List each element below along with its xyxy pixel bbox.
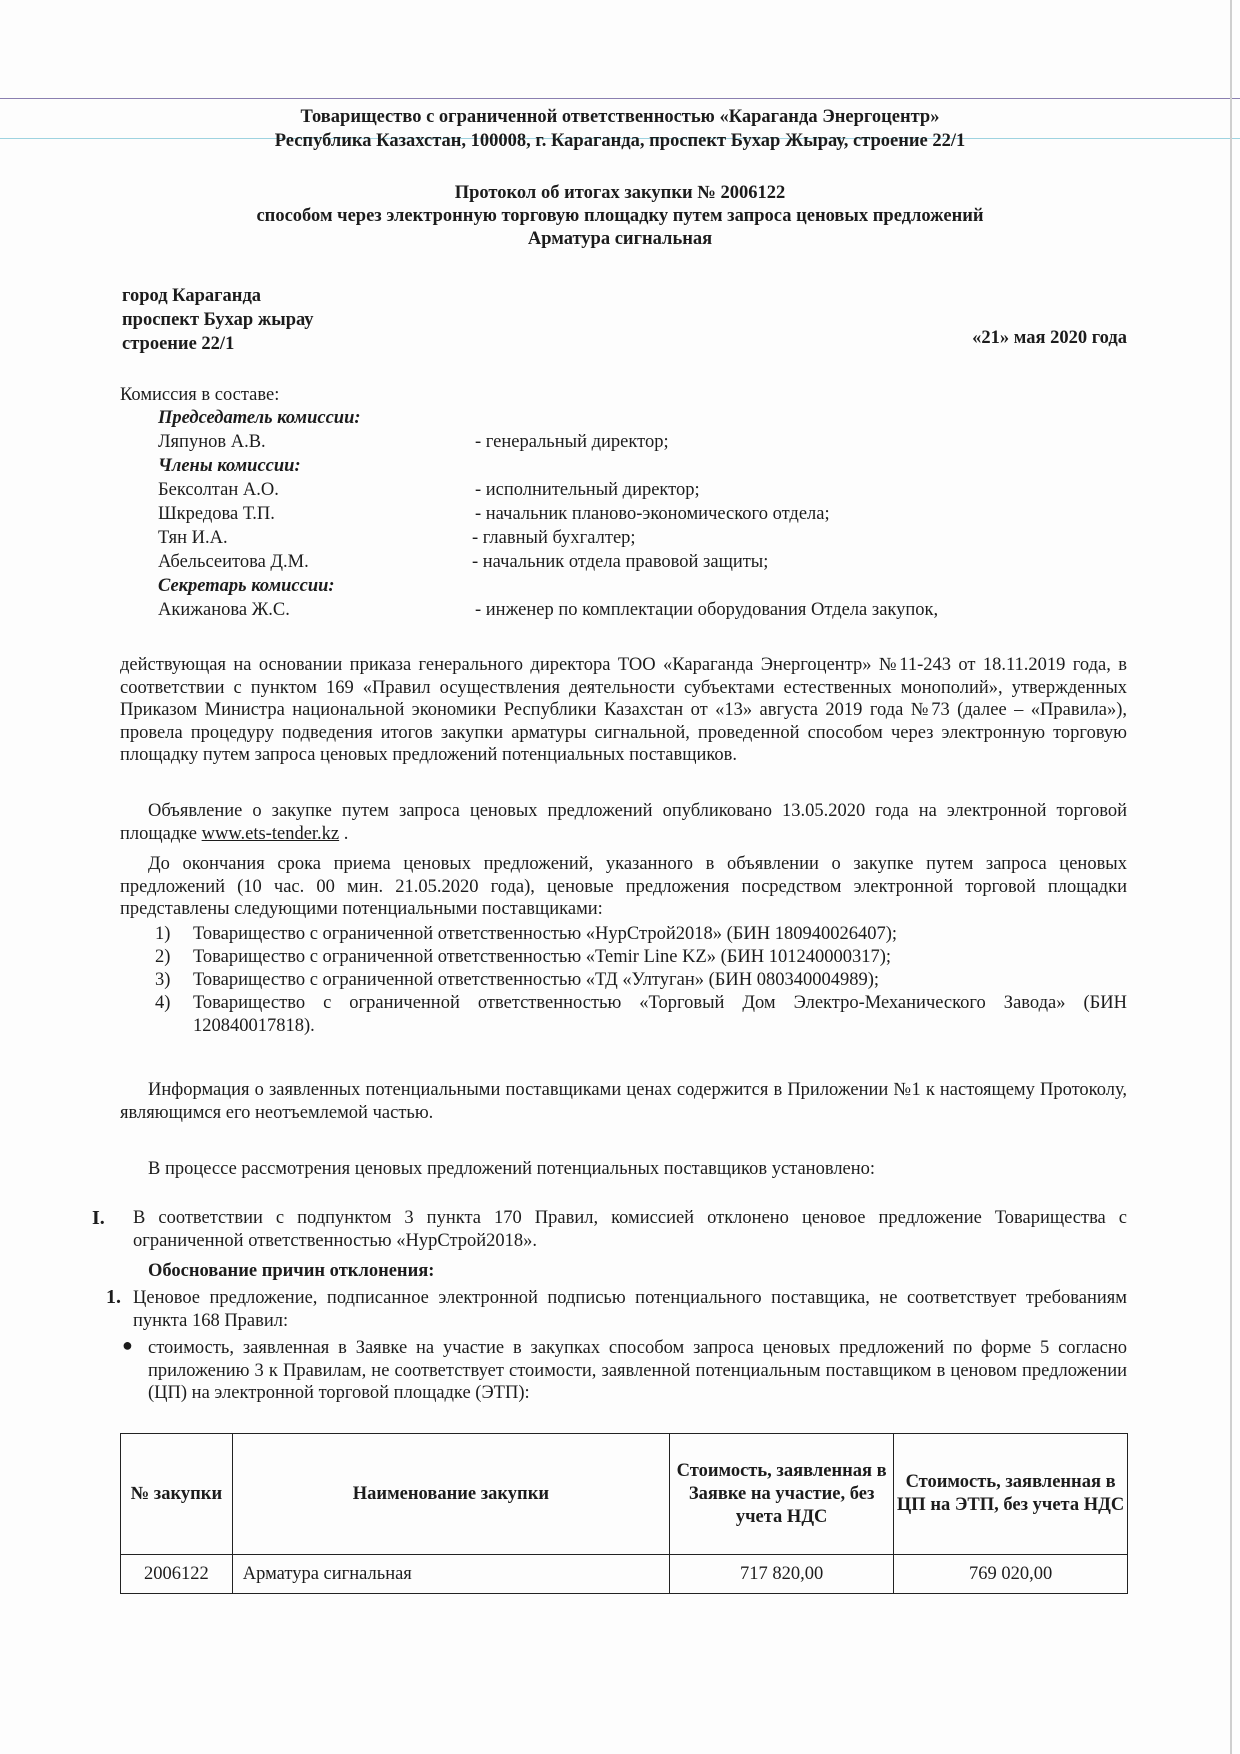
item-number: 1. xyxy=(106,1286,121,1308)
list-item xyxy=(155,946,1127,969)
paragraph-deadline: До окончания срока приема ценовых предложений, указанного в объявлении о закупке путем запроса ценовых предложений (10 час. 00 мин. 21.05.2020 года), ценовые предложения посредством электронной торговой площадки представлены следующими потенциальными поставщиками: xyxy=(120,854,1127,919)
scan-line-top xyxy=(0,98,1240,99)
paragraph-basis: действующая на основании приказа генерального директора ТОО «Караганда Энергоцентр» №11-243 от 18.11.2019 года, в соответствии с пунктом 169 «Правил осуществления деятельности субъектами естественных монополий», утвержденных Приказом Министра национальной экономики Республики Казахстан от «13» августа 2019 года №73 (далее – «Правила»), провела процедуру подведения итогов закупки арматуры сигнальной, проведенной способом через электронную торговую площадку путем запроса ценовых предложений потенциальных поставщиков. xyxy=(120,655,1127,765)
paragraph-prices-info: Информация о заявленных потенциальными поставщиками ценах содержится в Приложении №1 к настоящему Протоколу, являющимся его неотъемлемой частью. xyxy=(120,1080,1127,1123)
secretary-row xyxy=(120,599,1120,622)
list-text: Товарищество с ограниченной ответственностью «Торговый Дом Электро-Механического Завода» (БИН 120840017818). xyxy=(193,993,1127,1036)
announcement-end: . xyxy=(339,823,349,844)
chair-row xyxy=(120,431,1120,454)
section-rejection: В соответствии с подпунктом 3 пункта 170 Правил, комиссией отклонено ценовое предложение Товарищества с ограниченной ответственностью «НурСтрой2018». xyxy=(133,1208,1127,1251)
member-row xyxy=(120,479,1120,502)
announcement-text: Объявление о закупке путем запроса ценовых предложений опубликовано 13.05.2020 года на электронной торговой площадке xyxy=(120,801,1127,844)
chair-caption: Председатель комиссии: xyxy=(158,408,361,428)
list-item xyxy=(155,969,1127,992)
suppliers-list xyxy=(155,923,1127,1038)
list-number: 1) xyxy=(155,924,171,944)
protocol-date: «21» мая 2020 года xyxy=(972,328,1127,348)
list-number: 3) xyxy=(155,970,171,990)
list-item xyxy=(155,923,1127,946)
secretary-caption: Секретарь комиссии: xyxy=(158,576,335,596)
members-caption: Члены комиссии: xyxy=(158,456,301,476)
member-name: Акижанова Ж.С. xyxy=(158,600,290,620)
list-text: Товарищество с ограниченной ответственностью «ТД «Ултуган» (БИН 080340004989); xyxy=(193,970,880,990)
member-role: - главный бухгалтер; xyxy=(472,528,636,548)
bullet-text: стоимость, заявленная в Заявке на участие в закупках способом запроса ценовых предложений по форме 5 согласно приложению 3 к Правилам, не соответствует стоимости, заявленной потенциальным поставщиком в ценовом предложении (ЦП) на электронной торговой площадке (ЭТП): xyxy=(148,1338,1127,1403)
rejection-reason-caption: Обоснование причин отклонения: xyxy=(148,1261,435,1281)
section-number: I. xyxy=(92,1207,105,1229)
price-comparison-table xyxy=(120,1433,1128,1594)
paragraph-review: В процессе рассмотрения ценовых предложений потенциальных поставщиков установлено: xyxy=(148,1159,876,1179)
table-row xyxy=(121,1555,1128,1594)
table-header-row xyxy=(121,1434,1128,1555)
cell-etp-price: 769 020,00 xyxy=(894,1555,1128,1594)
header-number: № закупки xyxy=(121,1434,233,1555)
member-role: - исполнительный директор; xyxy=(475,480,700,500)
protocol-subject: Арматура сигнальная xyxy=(527,229,713,249)
member-name: Шкредова Т.П. xyxy=(158,504,275,524)
member-name: Ляпунов А.В. xyxy=(158,432,266,452)
member-name: Тян И.А. xyxy=(158,528,228,548)
header-etp-price: Стоимость, заявленная в ЦП на ЭТП, без учета НДС xyxy=(894,1434,1128,1555)
paragraph-announcement xyxy=(120,800,1127,845)
member-row xyxy=(120,503,1120,526)
bullet-icon: ● xyxy=(122,1335,133,1355)
member-role: - начальник планово-экономического отдела; xyxy=(475,504,830,524)
list-text: Товарищество с ограниченной ответственностью «НурСтрой2018» (БИН 180940026407); xyxy=(193,924,898,944)
commission-intro: Комиссия в составе: xyxy=(120,385,280,405)
ets-tender-link[interactable]: www.ets-tender.kz xyxy=(201,823,340,844)
list-item xyxy=(155,992,1127,1038)
place-city: город Караганда xyxy=(122,286,262,306)
item-text: Ценовое предложение, подписанное электронной подписью потенциального поставщика, не соответствует требованиям пункта 168 Правил: xyxy=(133,1288,1127,1331)
header-application-price: Стоимость, заявленная в Заявке на участие, без учета НДС xyxy=(670,1434,894,1555)
member-name: Абельсеитова Д.М. xyxy=(158,552,309,572)
page-edge-shadow xyxy=(1230,0,1232,1754)
member-row xyxy=(120,551,1120,574)
list-number: 4) xyxy=(155,993,171,1013)
list-text: Товарищество с ограниченной ответственностью «Temir Line KZ» (БИН 101240000317); xyxy=(193,947,892,967)
member-role: - генеральный директор; xyxy=(475,432,669,452)
company-address: Республика Казахстан, 100008, г. Караганда, проспект Бухар Жырау, строение 22/1 xyxy=(274,131,966,151)
member-role: - инженер по комплектации оборудования Отдела закупок, xyxy=(475,600,939,620)
cell-name: Арматура сигнальная xyxy=(232,1555,669,1594)
header-name: Наименование закупки xyxy=(232,1434,669,1555)
member-name: Бексолтан А.О. xyxy=(158,480,279,500)
protocol-title: Протокол об итогах закупки № 2006122 xyxy=(454,183,786,203)
member-role: - начальник отдела правовой защиты; xyxy=(472,552,769,572)
place-street: проспект Бухар жырау xyxy=(122,310,314,330)
place-building: строение 22/1 xyxy=(122,334,235,354)
company-name: Товарищество с ограниченной ответственностью «Караганда Энергоцентр» xyxy=(300,107,940,127)
protocol-subtitle: способом через электронную торговую площадку путем запроса ценовых предложений xyxy=(256,206,984,226)
member-row xyxy=(120,527,1120,550)
cell-number: 2006122 xyxy=(121,1555,233,1594)
cell-application-price: 717 820,00 xyxy=(670,1555,894,1594)
list-number: 2) xyxy=(155,947,171,967)
